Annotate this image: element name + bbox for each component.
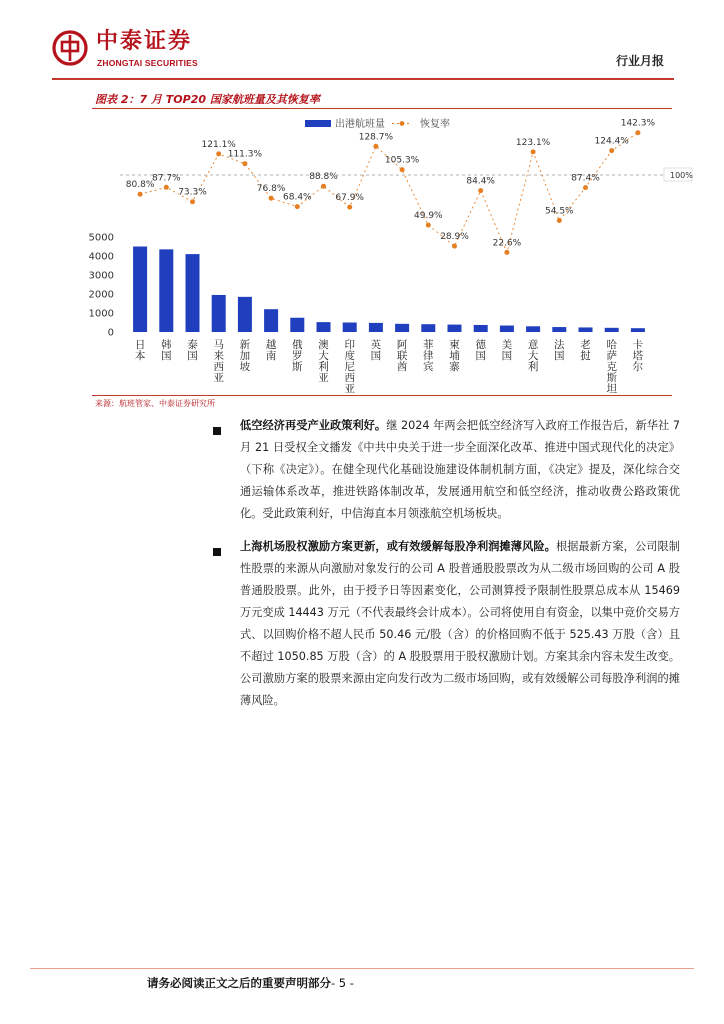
bar-13 [474,325,488,332]
bar-9 [369,323,383,332]
footer-disclaimer: 请务必阅读正文之后的重要声明部分 [147,976,331,990]
rate-point-15 [531,149,536,154]
bar-16 [552,327,566,332]
x-tick-label-7: 澳大利亚 [318,339,329,384]
reference-label: 100% [670,171,693,180]
rate-label-13: 84.4% [466,176,495,187]
report-type: 行业月报 [615,54,664,68]
legend-bar-label: 出港航班量 [335,119,385,130]
rate-point-4 [242,161,247,166]
legend-rate-label: 恢复率 [420,119,450,130]
rate-label-14: 22.6% [492,238,522,249]
rate-label-10: 105.3% [384,155,420,166]
bar-0 [133,247,147,333]
y-tick-label: 3000 [88,270,114,282]
rate-point-13 [478,188,483,193]
bar-18 [605,328,619,332]
x-tick-label-8: 印度尼西亚 [344,339,355,395]
rate-point-11 [426,223,431,228]
rate-point-0 [138,192,143,197]
x-tick-label-17: 老挝 [580,339,591,362]
rate-point-14 [504,250,509,255]
rate-point-19 [635,130,640,135]
paragraph-heading: 低空经济再受产业政策利好。 [240,419,387,432]
flight-volume-chart [0,110,724,395]
x-tick-label-10: 阿联酋 [396,339,408,373]
legend-rate-dot [400,121,405,126]
bullet-icon [213,427,221,435]
rate-point-8 [347,205,352,210]
figure-source: 来源：航班管家、中泰证券研究所 [95,399,215,408]
bar-17 [579,327,593,332]
page-footer [147,975,354,991]
bullet-icon [213,548,221,556]
rate-label-11: 49.9% [414,211,443,222]
footer-divider [30,968,694,969]
rate-label-9: 128.7% [358,132,394,143]
y-tick-label: 5000 [88,232,114,244]
rate-point-12 [452,244,457,249]
rate-label-17: 87.4% [571,173,600,184]
paragraph-body: 根据最新方案，公司限制性股票的来源从向激励对象发行的公司 A 股普通股股票改为从二级市场回购的公司 A 股普通股股票。此外，由于授予日等因素变化，公司测算授予限制性股票总成本从 15469 万元变成 14443 万元（不代表最终会计成本）。公司将使用自有资金，以集中竞价交易方式、以回购价格不超人民币 50.46 元/股（含）的价格回购不低于 525.43 万股（含）且不超过 1050.85 万股（含）的 A 股股票用于股权激励计划。方案其余内容未发生改变。公司激励方案的股票来源由定向发行改为二级市场回购，或有效缓解公司每股净利润的摊薄风险。 [240,540,680,707]
rate-line [140,133,638,253]
rate-label-2: 73.3% [178,187,207,198]
y-tick-label: 1000 [88,308,114,320]
x-tick-label-2: 泰国 [187,339,198,362]
rate-label-1: 87.7% [152,173,181,184]
rate-point-7 [321,184,326,189]
paragraph-shanghai-airport [240,536,680,712]
x-tick-label-14: 美国 [501,339,513,362]
source-divider [92,395,672,396]
figure-title-divider [92,108,672,109]
x-tick-label-5: 越南 [265,339,277,362]
bar-2 [186,254,200,332]
y-tick-label: 2000 [88,289,114,301]
rate-label-16: 54.5% [545,206,574,217]
bar-series [133,247,645,333]
chart-legend [305,117,450,130]
rate-label-4: 111.3% [227,149,263,160]
bar-5 [264,309,278,332]
x-tick-label-6: 俄罗斯 [292,339,303,373]
rate-point-18 [609,148,614,153]
paragraph-low-altitude [240,415,680,525]
y-tick-label: 0 [107,327,114,339]
bar-14 [500,326,514,332]
bar-11 [421,324,435,332]
x-axis-labels [135,338,644,395]
bar-3 [212,295,226,332]
x-tick-label-3: 马来西亚 [213,339,224,384]
rate-label-6: 68.4% [283,192,312,203]
rate-label-3: 121.1% [201,139,236,150]
bar-19 [631,328,645,332]
bar-4 [238,297,252,332]
bar-8 [343,323,357,333]
x-tick-label-12: 柬埔寨 [449,339,460,373]
rate-point-6 [295,204,300,209]
x-tick-label-0: 日本 [134,339,146,362]
header-divider [52,78,674,80]
x-tick-label-18: 哈萨克斯坦 [606,339,617,395]
rate-label-5: 76.8% [256,184,286,195]
rate-point-10 [400,167,405,172]
rate-point-17 [583,185,588,190]
rate-point-5 [269,196,274,201]
rate-label-12: 28.9% [440,232,469,243]
x-tick-label-4: 新加坡 [239,339,251,373]
rate-label-19: 142.3% [620,118,656,129]
rate-point-1 [164,185,169,190]
bar-7 [317,322,331,332]
page-number: - 5 - [331,976,354,990]
company-name-cn: 中泰证券 [96,29,193,54]
rate-label-0: 80.8% [125,180,155,191]
rate-series [126,119,656,255]
figure-title: 图表 2：7 月 TOP20 国家航班量及其恢复率 [95,93,320,106]
x-tick-label-19: 卡塔尔 [632,339,644,373]
x-tick-label-9: 英国 [370,339,382,362]
bar-1 [159,249,173,332]
rate-label-7: 88.8% [309,172,338,183]
rate-point-3 [216,151,221,156]
paragraph-heading: 上海机场股权激励方案更新，或有效缓解每股净利润摊薄风险。 [240,540,556,553]
bar-10 [395,324,409,332]
bar-15 [526,326,540,332]
rate-point-9 [373,144,378,149]
legend-bar-swatch [305,120,331,127]
bar-12 [448,325,462,332]
paragraph-body: 继 2024 年两会把低空经济写入政府工作报告后，新华社 7 月 21 日受权全文播发《中共中央关于进一步全面深化改革、推进中国式现代化的决定》（下称《决定》）。在健全现代化基础设施建设体制机制方面，《决定》提及，深化综合交通运输体系改革，推进铁路体制改革，发展通用航空和低空经济，推动收费公路政策优化。受此政策利好，中信海直本月领涨航空机场板块。 [240,419,680,520]
rate-point-2 [190,199,195,204]
rate-label-15: 123.1% [515,137,551,148]
y-axis [89,233,114,339]
y-tick-label: 4000 [88,251,114,263]
bar-6 [290,318,304,332]
company-name-en: ZHONGTAI SECURITIES [97,58,198,68]
rate-label-8: 67.9% [335,193,364,204]
rate-point-16 [557,218,562,223]
x-tick-label-1: 韩国 [161,339,172,362]
page-header [0,0,724,80]
x-tick-label-13: 德国 [475,339,486,362]
x-tick-label-11: 菲律宾 [423,339,434,373]
zhongtai-logo-icon [52,30,88,66]
x-tick-label-15: 意大利 [527,339,539,373]
rate-label-18: 124.4% [594,136,629,147]
x-tick-label-16: 法国 [554,339,565,362]
